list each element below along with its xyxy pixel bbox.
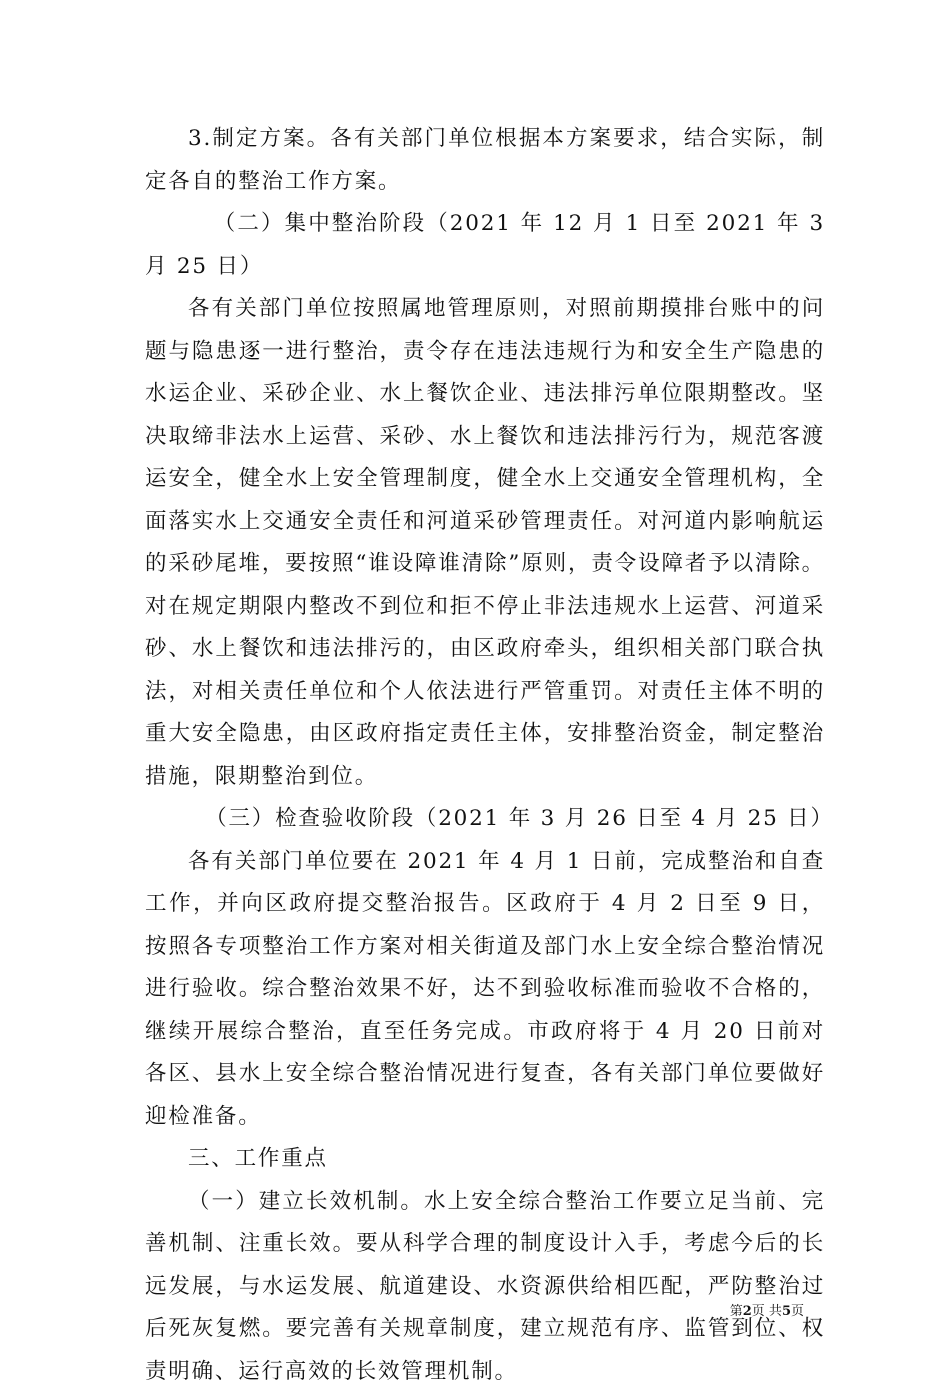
- footer-page-number: 2: [743, 1304, 752, 1319]
- footer-prefix: 第: [730, 1304, 743, 1319]
- heading-inspection-acceptance: （三）检查验收阶段（2021 年 3 月 26 日至 4 月 25 日）: [145, 798, 825, 841]
- footer-total-pages: 5: [782, 1304, 791, 1319]
- page-footer: [730, 1304, 804, 1320]
- footer-suffix: 页: [791, 1304, 804, 1319]
- paragraph-inspection-acceptance: 各有关部门单位要在 2021 年 4 月 1 日前，完成整治和自查工作，并向区政府提交整治报告。区政府于 4 月 2 日至 9 日，按照各专项整治工作方案对相关街道及部门水上安全综合整治情况进行验收。综合整治效果不好，达不到验收标准而验收不合格的，继续开展综合整治，直至任务完成。市政府将于 4 月 20 日前对各区、县水上安全综合整治情况进行复查，各有关部门单位要做好迎检准备。: [145, 841, 825, 1139]
- footer-middle: 页 共: [752, 1304, 782, 1319]
- section-heading-work-focus: 三、工作重点: [145, 1138, 825, 1181]
- paragraph-centralized-rectification: 各有关部门单位按照属地管理原则，对照前期摸排台账中的问题与隐患逐一进行整治，责令存在违法违规行为和安全生产隐患的水运企业、采砂企业、水上餐饮企业、违法排污单位限期整改。坚决取缔非法水上运营、采砂、水上餐饮和违法排污行为，规范客渡运安全，健全水上安全管理制度，健全水上交通安全管理机构，全面落实水上交通安全责任和河道采砂管理责任。对河道内影响航运的采砂尾堆，要按照“谁设障谁清除”原则，责令设障者予以清除。对在规定期限内整改不到位和拒不停止非法违规水上运营、河道采砂、水上餐饮和违法排污的，由区政府牵头，组织相关部门联合执法，对相关责任单位和个人依法进行严管重罚。对责任主体不明的重大安全隐患，由区政府指定责任主体，安排整治资金，制定整治措施，限期整治到位。: [145, 288, 825, 798]
- heading-centralized-rectification: （二）集中整治阶段（2021 年 12 月 1 日至 2021 年 3 月 25 日）: [145, 203, 825, 288]
- document-body: [145, 118, 825, 1393]
- paragraph-make-plan: 3.制定方案。各有关部门单位根据本方案要求，结合实际，制定各自的整治工作方案。: [145, 118, 825, 203]
- paragraph-long-term-mechanism: （一）建立长效机制。水上安全综合整治工作要立足当前、完善机制、注重长效。要从科学合理的制度设计入手，考虑今后的长远发展，与水运发展、航道建设、水资源供给相匹配，严防整治过后死灰复燃。要完善有关规章制度，建立规范有序、监管到位、权责明确、运行高效的长效管理机制。: [145, 1181, 825, 1393]
